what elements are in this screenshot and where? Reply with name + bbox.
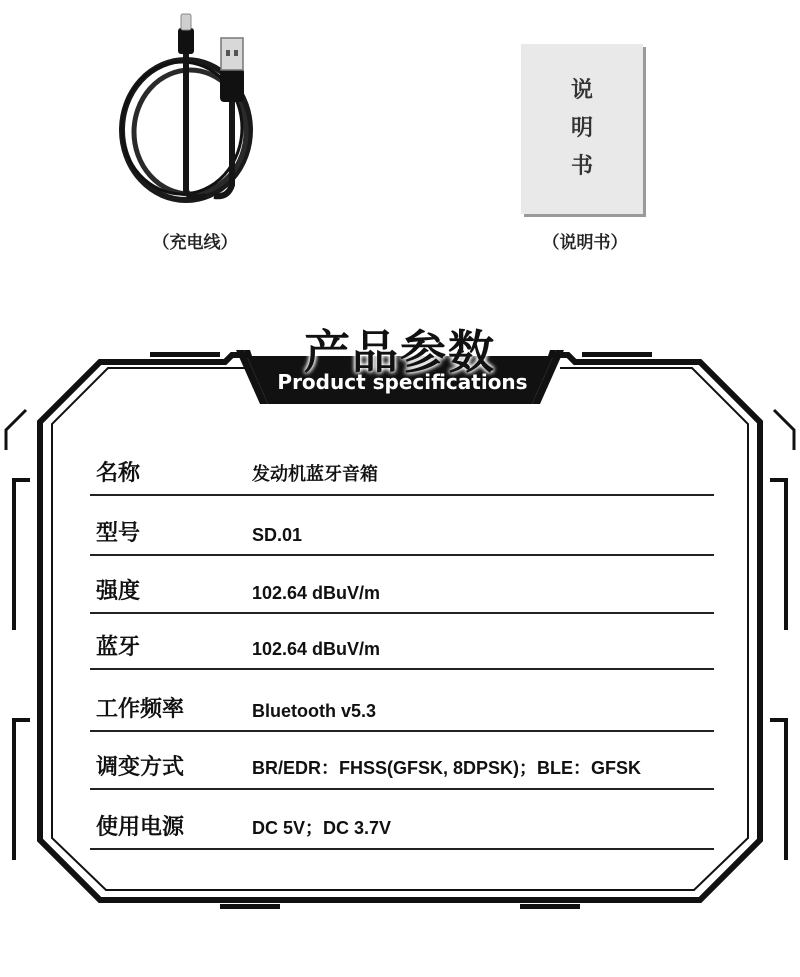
spec-table <box>90 450 714 850</box>
spec-row-bluetooth <box>90 614 714 670</box>
spec-value: 102.64 dBuV/m <box>252 583 381 603</box>
spec-row-model <box>90 496 714 556</box>
manual-card <box>521 44 643 214</box>
spec-label: 调变方式 <box>96 755 185 780</box>
spec-value: DC 5V；DC 3.7V <box>252 818 392 838</box>
manual-caption: （说明书） <box>542 233 628 253</box>
spec-row-name <box>90 450 714 496</box>
manual-card-text: 说明书 <box>570 78 593 179</box>
spec-value: 发动机蓝牙音箱 <box>252 464 378 484</box>
usb-cable-image <box>110 10 280 210</box>
spec-value: Bluetooth v5.3 <box>252 701 377 721</box>
spec-label: 强度 <box>96 579 141 604</box>
spec-title-cn: 产品参数 <box>304 325 496 379</box>
spec-value: 102.64 dBuV/m <box>252 639 381 659</box>
spec-title-en: Product specifications <box>277 370 528 394</box>
accessories-section <box>0 0 800 270</box>
spec-row-strength <box>90 556 714 614</box>
spec-label: 蓝牙 <box>96 635 141 660</box>
spec-label: 使用电源 <box>96 815 185 840</box>
spec-label: 名称 <box>96 461 141 486</box>
spec-label: 工作频率 <box>96 697 185 722</box>
spec-value: BR/EDR：FHSS(GFSK, 8DPSK)；BLE：GFSK <box>252 758 642 778</box>
spec-frame <box>0 300 800 940</box>
cable-caption: （充电线） <box>152 233 238 253</box>
spec-row-frequency <box>90 670 714 732</box>
spec-row-modulation <box>90 732 714 790</box>
spec-value: SD.01 <box>252 525 303 545</box>
spec-row-power <box>90 790 714 850</box>
spec-label: 型号 <box>96 521 141 546</box>
